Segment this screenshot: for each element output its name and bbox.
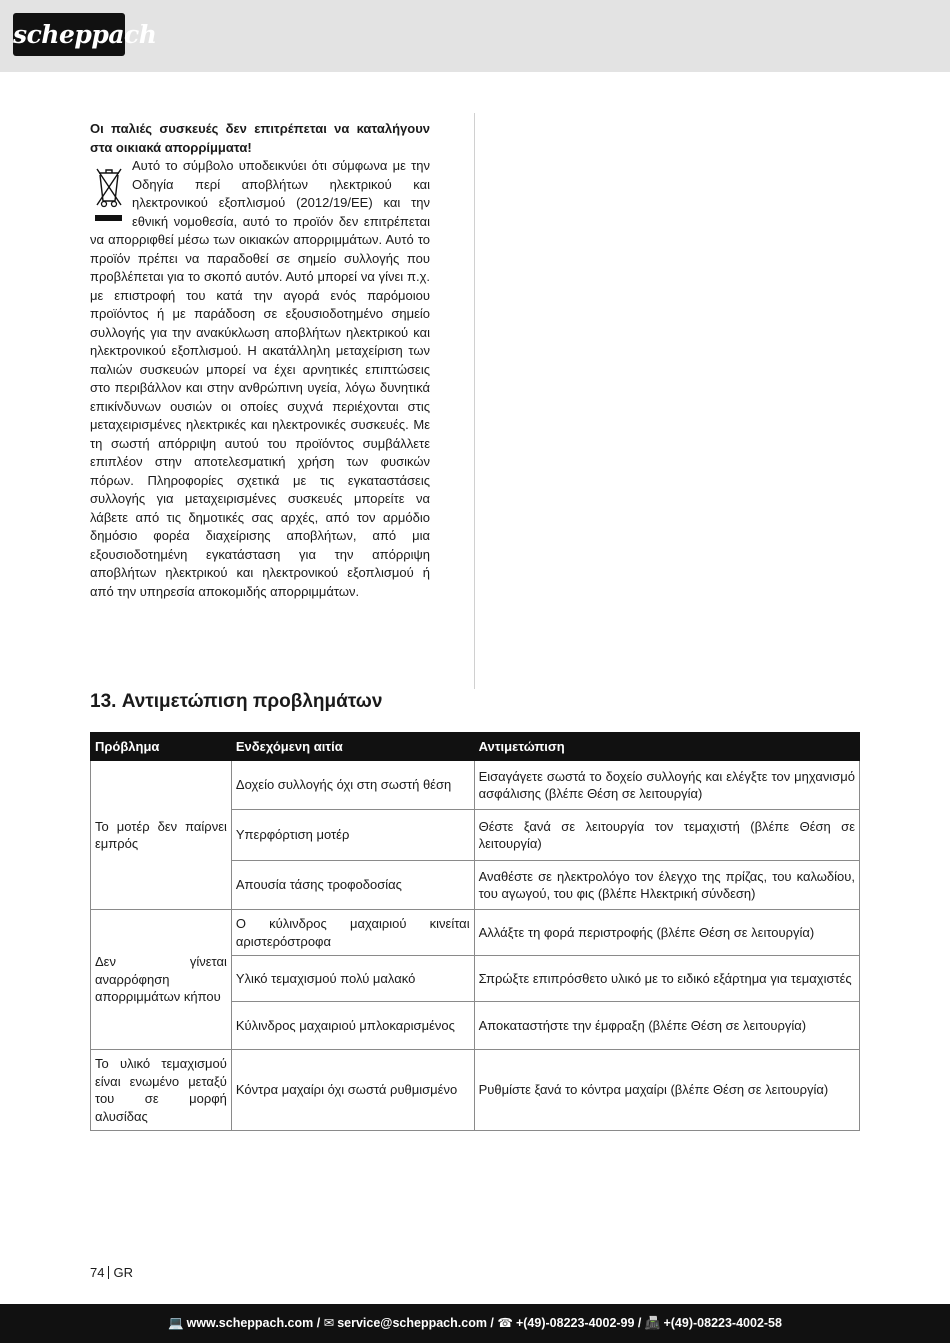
computer-icon: 💻: [168, 1316, 184, 1330]
cause-cell: Απουσία τάσης τροφοδοσίας: [231, 861, 474, 910]
cause-cell: Κόντρα μαχαίρι όχι σωστά ρυθμισμένο: [231, 1050, 474, 1131]
mail-icon: ✉: [323, 1316, 335, 1330]
header-bar: [0, 0, 950, 72]
page-number-separator: [108, 1266, 109, 1279]
column-divider: [474, 113, 475, 689]
header-problem: Πρόβλημα: [91, 733, 232, 761]
problem-cell: Το υλικό τεμαχισμού είναι ενωμένο μεταξύ του σε μορφή αλυσίδας: [91, 1050, 232, 1131]
table-header-row: [91, 733, 860, 761]
troubleshooting-table: [90, 732, 860, 1131]
remedy-cell: Θέστε ξανά σε λειτουργία τον τεμαχιστή (βλέπε Θέση σε λειτουργία): [474, 810, 859, 861]
disposal-notice-title: Οι παλιές συσκευές δεν επιτρέπεται να καταλήγουν στα οικιακά απορρίμματα!: [90, 121, 430, 155]
cause-cell: Κύλινδρος μαχαιριού μπλοκαρισμένος: [231, 1002, 474, 1050]
header-remedy: Αντιμετώπιση: [474, 733, 859, 761]
cause-cell: Δοχείο συλλογής όχι στη σωστή θέση: [231, 761, 474, 810]
problem-cell: Το μοτέρ δεν παίρνει εμπρός: [91, 761, 232, 910]
footer-bar: [0, 1304, 950, 1343]
scheppach-logo: scheppach: [13, 13, 125, 56]
weee-bar-icon: [95, 215, 122, 221]
remedy-cell: Εισαγάγετε σωστά το δοχείο συλλογής και ελέγξτε τον μηχανισμό ασφάλισης (βλέπε Θέση σε λειτουργία): [474, 761, 859, 810]
cause-cell: Υλικό τεμαχισμού πολύ μαλακό: [231, 956, 474, 1002]
disposal-notice-body: Αυτό το σύμβολο υποδεικνύει ότι σύμφωνα με την Οδηγία περί αποβλήτων ηλεκτρικού και ηλεκτρονικού εξοπλισμού (2012/19/ΕΕ) και την εθνική νομοθεσία, αυτό το προϊόν δεν επιτρέπεται να απορριφθεί μέσω των οικιακών απορριμμάτων. Αυτό το προϊόν πρέπει να παραδοθεί σε σημείο συλλογής που προβλέπεται για το σκοπό αυτόν. Αυτό μπορεί να γίνει π.χ. με επιστροφή του κατά την αγορά ενός παρόμοιου προϊόντος ή με παράδοση σε εξουσιοδοτημένο σημείο συλλογής για την ανακύκλωση αποβλήτων ηλεκτρικού και ηλεκτρονικού εξοπλισμού. Η ακατάλληλη μεταχείριση των παλιών συσκευών μπορεί να έχει αρνητικές επιπτώσεις στο περιβάλλον και στην ανθρώπινη υγεία, λόγω δυνητικά επικίνδυνων ουσιών οι οποίες συχνά περιέχονται στις μεταχειρισμένες ηλεκτρικές και ηλεκτρονικές συσκευές. Με τη σωστή απόρριψη αυτού του προϊόντος συμβάλλετε επιπλέον στην αποτελεσματική χρήση των φυσικών πόρων. Πληροφορίες σχετικά με τις εγκαταστάσεις συλλογής για μεταχειρισμένες συσκευές μπορείτε να λάβετε από τις δημοτικές σας αρχές, από τον αρμόδιο δημόσιο φορέα διαχείρισης αποβλήτων, από μια εξουσιοδοτημένη εγκατάσταση για την απόρριψη αποβλήτων ηλεκτρικού και ηλεκτρονικού εξοπλισμού ή από την υπηρεσία αποκομιδής απορριμμάτων.: [90, 158, 430, 599]
crossed-out-bin-icon: [90, 159, 128, 223]
section-heading: [90, 690, 382, 714]
table-row: [91, 761, 860, 810]
footer-website[interactable]: www.scheppach.com /: [186, 1316, 321, 1330]
remedy-cell: Αναθέστε σε ηλεκτρολόγο τον έλεγχο της πρίζας, του καλωδίου, του αγωγού, του φις (βλέπε Ηλεκτρική σύνδεση): [474, 861, 859, 910]
section-title: Αντιμετώπιση προβλημάτων: [121, 691, 383, 712]
section-number: 13.: [90, 691, 117, 712]
footer-email[interactable]: service@scheppach.com /: [337, 1316, 494, 1330]
header-cause: Ενδεχόμενη αιτία: [231, 733, 474, 761]
language-code: GR: [113, 1265, 133, 1280]
cause-cell: Ο κύλινδρος μαχαιριού κινείται αριστερόστροφα: [231, 910, 474, 956]
remedy-cell: Ρυθμίστε ξανά το κόντρα μαχαίρι (βλέπε Θέση σε λειτουργία): [474, 1050, 859, 1131]
remedy-cell: Σπρώξτε επιπρόσθετο υλικό με το ειδικό εξάρτημα για τεμαχιστές: [474, 956, 859, 1002]
remedy-cell: Αποκαταστήστε την έμφραξη (βλέπε Θέση σε λειτουργία): [474, 1002, 859, 1050]
cause-cell: Υπερφόρτιση μοτέρ: [231, 810, 474, 861]
table-row: [91, 1050, 860, 1131]
disposal-notice: [90, 120, 430, 601]
remedy-cell: Αλλάξτε τη φορά περιστροφής (βλέπε Θέση σε λειτουργία): [474, 910, 859, 956]
phone-icon: ☎: [497, 1316, 513, 1330]
footer-phone: +(49)-08223-4002-99 /: [515, 1316, 642, 1330]
footer-fax: +(49)-08223-4002-58: [663, 1316, 782, 1330]
page-number: [90, 1265, 133, 1280]
fax-icon: 📠: [644, 1316, 661, 1330]
table-row: [91, 910, 860, 956]
problem-cell: Δεν γίνεται αναρρόφηση απορριμμάτων κήπου: [91, 910, 232, 1050]
page-number-value: 74: [90, 1265, 105, 1280]
